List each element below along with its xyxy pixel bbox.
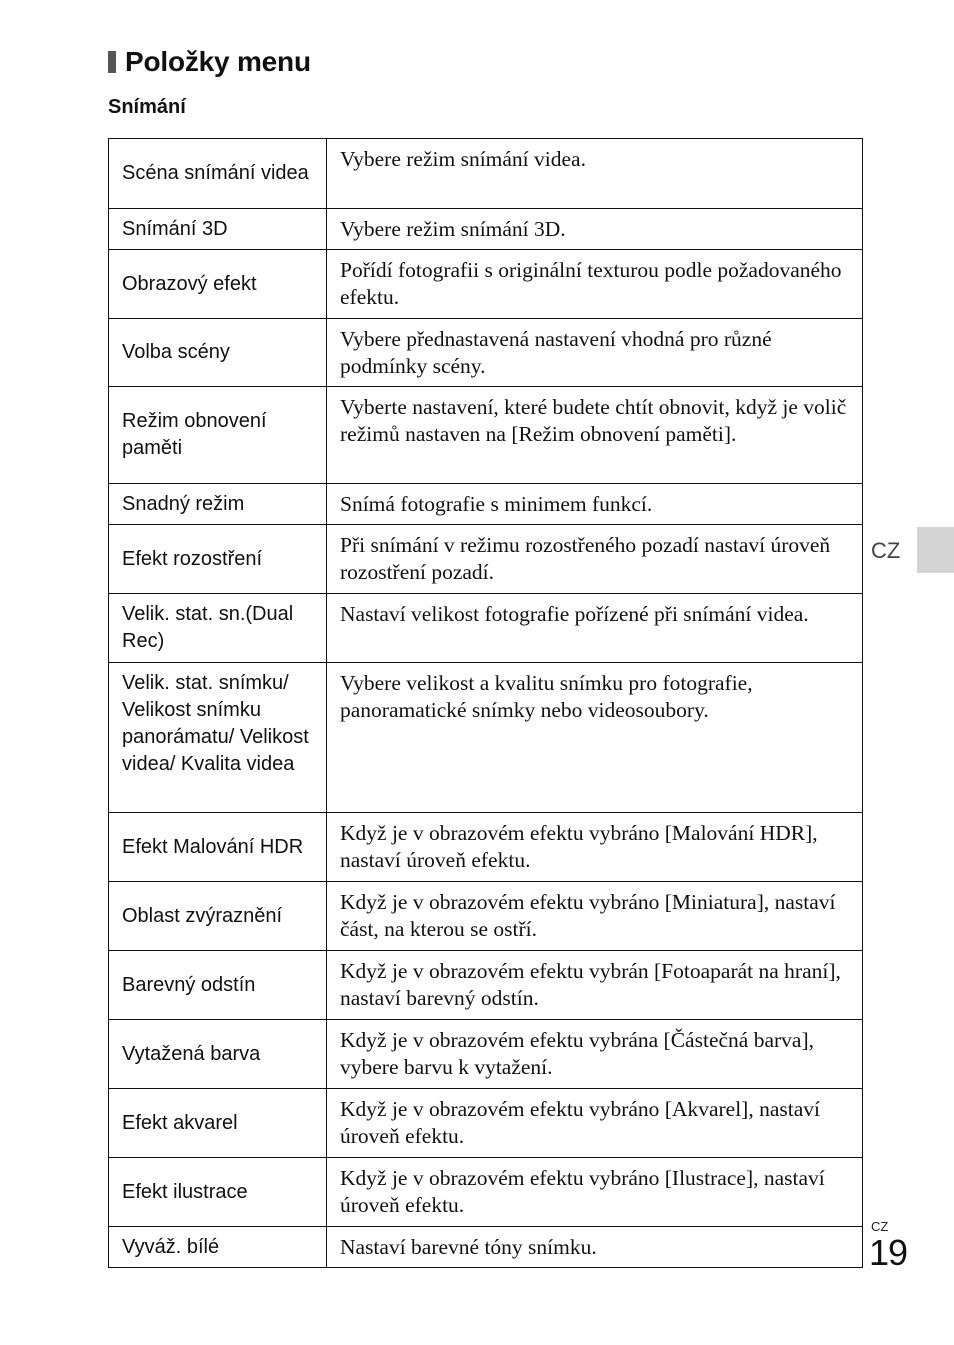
table-row [109, 1227, 863, 1268]
language-side-tab [917, 527, 954, 573]
table-row [109, 1158, 863, 1227]
menu-item-description: Snímá fotografie s minimem funkcí. [327, 484, 863, 525]
menu-item-description: Když je v obrazovém efektu vybrán [Fotoaparát na hraní], nastaví barevný odstín. [327, 951, 863, 1020]
menu-item-description: Když je v obrazovém efektu vybrána [Částečná barva], vybere barvu k vytažení. [327, 1020, 863, 1089]
menu-item-description: Nastaví barevné tóny snímku. [327, 1227, 863, 1268]
table-row [109, 882, 863, 951]
table-row [109, 663, 863, 813]
menu-item-label: Režim obnovení paměti [109, 387, 327, 484]
menu-item-label: Vytažená barva [109, 1020, 327, 1089]
heading-marker [108, 51, 116, 73]
table-row [109, 594, 863, 663]
table-row [109, 209, 863, 250]
menu-item-label: Scéna snímání videa [109, 139, 327, 209]
page-number: 19 [869, 1232, 908, 1273]
table-row [109, 139, 863, 209]
table-row [109, 951, 863, 1020]
table-row [109, 813, 863, 882]
menu-item-label: Obrazový efekt [109, 250, 327, 319]
menu-item-description: Nastaví velikost fotografie pořízené při snímání videa. [327, 594, 863, 663]
table-row [109, 1020, 863, 1089]
table-row [109, 1089, 863, 1158]
menu-item-label: Oblast zvýraznění [109, 882, 327, 951]
table-row [109, 319, 863, 387]
language-tab-label: CZ [871, 538, 901, 563]
menu-item-description: Pořídí fotografii s originální texturou podle požadovaného efektu. [327, 250, 863, 319]
menu-item-description: Když je v obrazovém efektu vybráno [Akvarel], nastaví úroveň efektu. [327, 1089, 863, 1158]
menu-item-label: Efekt rozostření [109, 525, 327, 594]
table-row [109, 525, 863, 594]
menu-item-label: Snadný režim [109, 484, 327, 525]
menu-item-label: Snímání 3D [109, 209, 327, 250]
page-language-code: CZ [871, 1219, 889, 1234]
table-row [109, 387, 863, 484]
menu-item-label: Vyváž. bílé [109, 1227, 327, 1268]
menu-items-table [108, 138, 863, 1268]
menu-item-label: Velik. stat. snímku/ Velikost snímku panorámatu/ Velikost videa/ Kvalita videa [109, 663, 327, 813]
menu-item-description: Vyberte nastavení, které budete chtít obnovit, když je volič režimů nastaven na [Režim obnovení paměti]. [327, 387, 863, 484]
menu-item-description: Když je v obrazovém efektu vybráno [Ilustrace], nastaví úroveň efektu. [327, 1158, 863, 1227]
menu-item-description: Vybere režim snímání videa. [327, 139, 863, 209]
menu-item-label: Efekt akvarel [109, 1089, 327, 1158]
table-row [109, 250, 863, 319]
menu-item-description: Když je v obrazovém efektu vybráno [Miniatura], nastaví část, na kterou se ostří. [327, 882, 863, 951]
menu-item-label: Barevný odstín [109, 951, 327, 1020]
menu-item-description: Vybere velikost a kvalitu snímku pro fotografie, panoramatické snímky nebo videosoubory. [327, 663, 863, 813]
subsection-title: Snímání [108, 96, 186, 118]
section-heading [108, 46, 311, 78]
menu-item-label: Efekt Malování HDR [109, 813, 327, 882]
menu-item-label: Velik. stat. sn.(Dual Rec) [109, 594, 327, 663]
menu-item-description: Když je v obrazovém efektu vybráno [Malování HDR], nastaví úroveň efektu. [327, 813, 863, 882]
menu-item-description: Vybere režim snímání 3D. [327, 209, 863, 250]
menu-item-description: Vybere přednastavená nastavení vhodná pro různé podmínky scény. [327, 319, 863, 387]
menu-item-description: Při snímání v režimu rozostřeného pozadí nastaví úroveň rozostření pozadí. [327, 525, 863, 594]
table-row [109, 484, 863, 525]
menu-item-label: Volba scény [109, 319, 327, 387]
menu-item-label: Efekt ilustrace [109, 1158, 327, 1227]
page-title: Položky menu [125, 46, 311, 77]
